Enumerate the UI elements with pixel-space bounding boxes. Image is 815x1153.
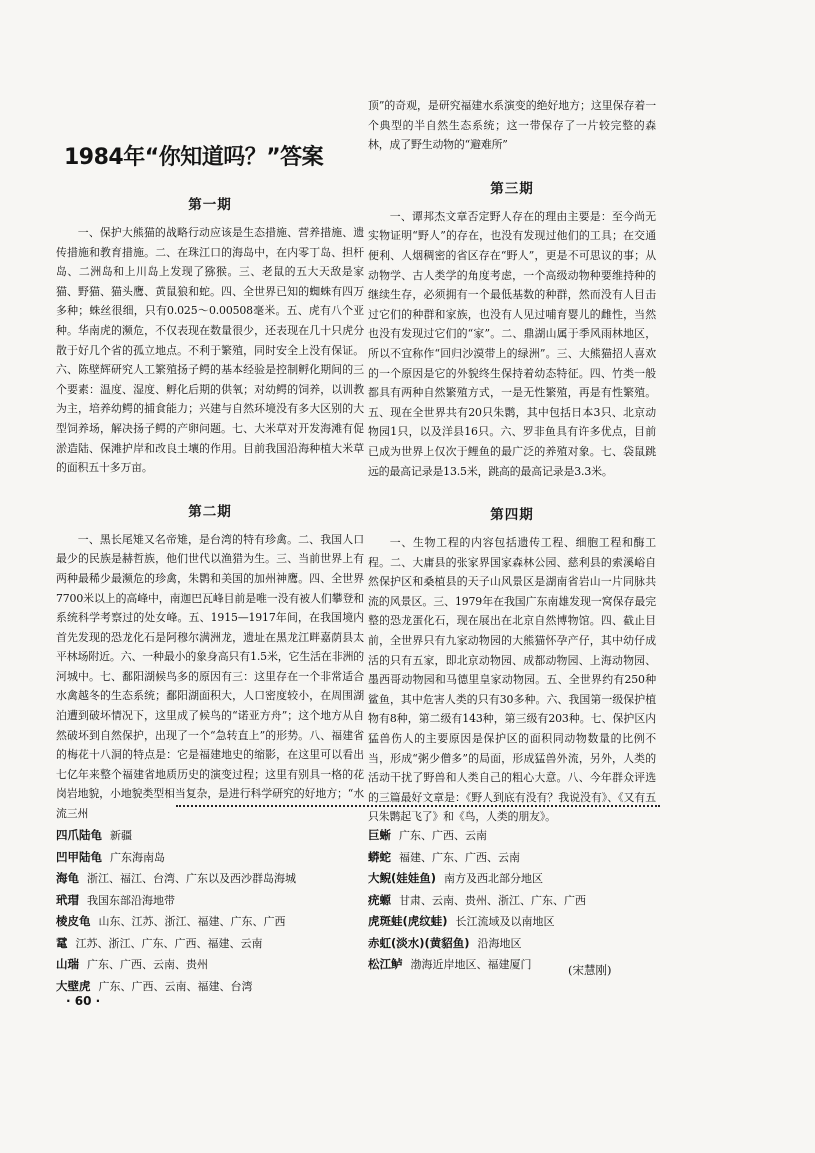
- species-range: 我国东部沿海地带: [87, 893, 175, 907]
- species-range: 江苏、浙江、广东、广西、福建、云南: [75, 936, 263, 950]
- issue-4-heading: 第四期: [490, 507, 534, 524]
- species-range: 广东海南岛: [110, 850, 165, 864]
- list-item: [56, 933, 366, 955]
- species-list-left: [56, 825, 366, 997]
- species-name: 疣螈: [368, 892, 391, 907]
- species-name: 四爪陆龟: [56, 828, 102, 842]
- list-item: [368, 825, 668, 847]
- list-item: [368, 911, 668, 933]
- species-name: 鼋: [56, 935, 68, 950]
- issue-4-answers: 一、生物工程的内容包括遗传工程、细胞工程和酶工程。二、大庸县的张家界国家森林公园、慈利县的索溪峪自然保护区和桑植县的天子山风景区是湖南省岩山一片同脉共流的风景区。三、1979年在我国广东南雄发现一窝保存最完整的恐龙蛋化石，现在展出在北京自然博物馆。四、截止目前，全世界只有九家动物园的大熊猫怀孕产仔，其中幼仔成活的只有五家，即北京动物园、成都动物园、上海动物园、墨西哥动物园和马德里皇家动物园。五、全世界约有250种鲨鱼，其中危害人类的只有30多种。六、我国第一级保护植物有8种，第二级有143种，第三级有203种。七、保护区内猛兽伤人的主要原因是保护区的面积同动物数量的比例不当，形成“粥少僧多”的局面，形成猛兽外流，另外，人类的活动干扰了野兽和人类自己的粗心大意。八、今年群众评选的三篇最好文章是：《野人到底有没有？我说没有》、《又有五只朱鹮起飞了》和《鸟，人类的朋友》。: [368, 536, 656, 824]
- issue-2-heading: 第二期: [188, 503, 232, 520]
- issue-2-answers: 一、黑长尾雉又名帝雉，是台湾的特有珍禽。二、我国人口最少的民族是赫哲族，他们世代以渔猎为生。三、当前世界上有两种最稀少最濒危的珍禽，朱鹮和美国的加州神鹰。四、全世界7700米以上的高峰中，南迦巴瓦峰目前是唯一没有被人们攀登和系统科学考察过的处女峰。五、1915—1917年间，在我国境内首先发现的恐龙化石是阿穆尔满洲龙，遗址在黑龙江畔嘉荫县太平林场附近。六、一种最小的象身高只有1.5米，它生活在非洲的河城中。七、鄱阳湖候鸟多的原因有三：这里存在一个非常适合水禽越冬的生态系统；鄱阳湖面积大，人口密度较小，在周围湖泊遭到破坏情况下，这里成了候鸟的“诺亚方舟”；这个地方从自然破坏到自然保护，出现了一个“急转直上”的形势。八、福建省的梅花十八洞的特点是：它是福建地史的缩影，在这里可以看出七亿年来整个福建省地质历史的演变过程；这里有别具一格的花岗岩地貌，小地貌类型相当复杂，是进行科学研究的好地方；“水流三州: [56, 532, 364, 821]
- list-item: [56, 976, 366, 998]
- species-name: 松江鲈: [368, 957, 403, 971]
- species-range: 山东、江苏、浙江、福建、广东、广西: [98, 915, 286, 928]
- list-item: [56, 825, 366, 847]
- issue-3-heading: 第三期: [490, 180, 534, 197]
- species-range: 沿海地区: [477, 936, 522, 950]
- species-range: 福建、广东、广西、云南: [399, 850, 520, 864]
- species-name: 棱皮龟: [56, 914, 91, 928]
- dotted-divider: [176, 805, 660, 807]
- issue-1-heading: 第一期: [188, 197, 232, 213]
- list-item: [368, 954, 668, 976]
- issue-3-answers: 一、谭邦杰文章否定野人存在的理由主要是：至今尚无实物证明“野人”的存在，也没有发现过他们的工具；在交通便利、人烟稠密的省区存在“野人”，更是不可思议的事；从动物学、古人类学的角度考虑，一个高级动物种要维持种的继续生存，必须拥有一个最低基数的种群，然而没有人目击过它们的种群和家族，也没有人见过哺育婴儿的雌性，当然也没有发现过它们的“家”。二、鼎湖山属于季风雨林地区，所以不宜称作“回归沙漠带上的绿洲”。三、大熊猫招人喜欢的一个原因是它的外貌终生保持着幼态特征。四、竹类一般都具有两种自然繁殖方式，一是无性繁殖，再是有性繁殖。五、现在全世界共有20只朱鹮，其中包括日本3只、北京动物园1只，以及洋县16只。六、罗非鱼具有许多优点，目前已成为世界上仅次于鲤鱼的最广泛的养殖对象。七、袋鼠跳远的最高记录是13.5米，跳高的最高记录是3.3米。: [368, 209, 656, 478]
- species-range: 渤海近岸地区、福建厦门: [410, 958, 532, 971]
- list-item: [56, 847, 366, 869]
- list-item: [56, 911, 366, 933]
- list-item: [368, 933, 668, 955]
- list-item: [368, 847, 668, 869]
- species-name: 大壁虎: [56, 978, 91, 993]
- left-column: [56, 140, 364, 824]
- species-range: 广东、广西、云南、贵州: [87, 958, 208, 971]
- species-range: 浙江、福江、台湾、广东以及西沙群岛海城: [87, 872, 296, 885]
- species-name: 赤虹(淡水)(黄貂鱼): [368, 935, 470, 950]
- species-name: 蟒蛇: [368, 849, 391, 864]
- species-range: 南方及西北部分地区: [444, 872, 544, 885]
- list-item: [368, 868, 668, 890]
- issue-2-answers-continued: 顶”的奇观，是研究福建水系演变的绝好地方；这里保存着一个典型的半自然生态系统；这一带保存了一片较完整的森林，成了野生动物的“避难所”: [368, 99, 656, 152]
- page-number: · 60 ·: [66, 994, 101, 1008]
- list-item: [56, 890, 366, 912]
- species-name: 海龟: [56, 871, 79, 885]
- list-item: [56, 954, 366, 976]
- species-name: 大鲵(娃娃鱼): [368, 871, 437, 885]
- species-name: 虎斑蛙(虎纹蛙): [368, 914, 448, 928]
- right-column: [368, 96, 656, 827]
- list-item: [56, 868, 366, 890]
- species-name: 凹甲陆龟: [56, 849, 102, 864]
- species-name: 巨蜥: [368, 828, 391, 842]
- issue-1-answers: 一、保护大熊猫的战略行动应该是生态措施、营养措施、遗传措施和教育措施。二、在珠江口的海岛中，在内零丁岛、担杆岛、二洲岛和上川岛上发现了猕猴。三、老鼠的五大天敌是家猫、野猫、猫头鹰、黄鼠狼和蛇。四、全世界已知的蜘蛛有四万多种；蛛丝很细，只有0.025～0.00508毫米。五、虎有八个亚种。华南虎的濒危，不仅表现在数量很少，还表现在几十只虎分散于好几个省的孤立地点。不利于繁殖，同时安全上没有保证。六、陈壁辉研究人工繁殖扬子鳄的基本经验是控制孵化期间的三个要素：温度、湿度、孵化后期的供氧；对幼鳄的饲养，以训教为主，培养幼鳄的捕食能力；兴建与自然环境没有多大区别的大型饲养场，解决扬子鳄的产卵问题。七、大米草对开发海滩有促淤造陆、保滩护岸和改良土壤的作用。目前我国沿海种植大米草的面积五十多万亩。: [56, 226, 364, 475]
- species-name: 玳瑁: [56, 892, 79, 907]
- species-list-right: [368, 825, 668, 976]
- author-credit: (宋慧刚): [568, 963, 612, 977]
- page-title: 1984年“你知道吗？”答案: [64, 145, 324, 170]
- species-range: 长江流域及以南地区: [455, 915, 555, 928]
- list-item: [368, 890, 668, 912]
- species-range: 广东、广西、云南、福建、台湾: [98, 979, 253, 993]
- species-range: 甘肃、云南、贵州、浙江、广东、广西: [399, 893, 586, 907]
- species-name: 山瑞: [56, 957, 79, 971]
- species-range: 新疆: [110, 829, 132, 842]
- species-range: 广东、广西、云南: [399, 829, 487, 842]
